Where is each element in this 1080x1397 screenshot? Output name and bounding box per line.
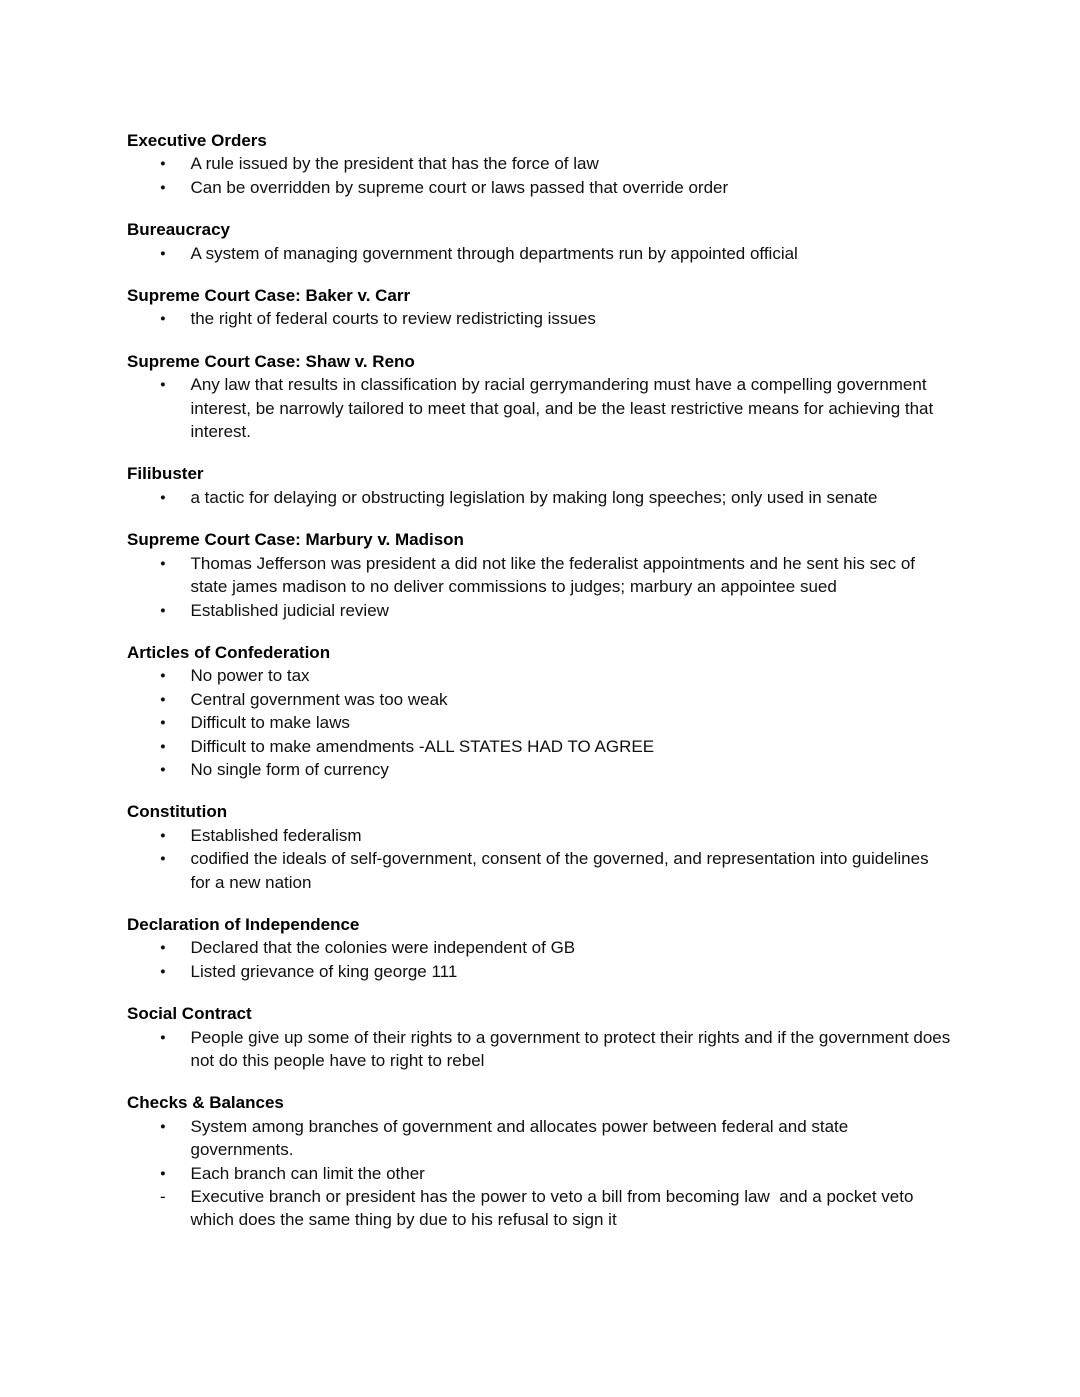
list-item <box>127 1115 953 1162</box>
list-item <box>127 936 953 959</box>
list-item <box>127 307 953 330</box>
list-item <box>127 847 953 894</box>
list-item <box>127 486 953 509</box>
bullet-icon: ● <box>160 763 166 775</box>
section-items <box>127 373 953 443</box>
list-item-text: No power to tax <box>190 666 310 686</box>
section-heading: Checks & Balances <box>127 1093 284 1113</box>
section-heading: Supreme Court Case: Shaw v. Reno <box>127 351 415 371</box>
list-item-text: Established federalism <box>190 825 362 845</box>
bullet-icon: ● <box>160 1167 166 1179</box>
section-heading: Declaration of Independence <box>127 914 360 934</box>
bullet-icon: ● <box>160 717 166 729</box>
bullet-icon: ● <box>160 965 166 977</box>
bullet-icon: ● <box>160 853 166 865</box>
section-heading: Social Contract <box>127 1004 252 1024</box>
section-heading: Executive Orders <box>127 131 267 150</box>
bullet-icon: ● <box>160 181 166 193</box>
list-item <box>127 1162 953 1185</box>
list-item-text: System among branches of government and allocates power between federal and state governments. <box>190 1116 853 1160</box>
list-item <box>127 1026 953 1073</box>
list-item <box>127 176 953 199</box>
list-item-text: Difficult to make laws <box>190 713 350 733</box>
list-item-text: Difficult to make amendments -ALL STATES HAD TO AGREE <box>190 736 655 756</box>
bullet-icon: ● <box>160 557 166 569</box>
section-items <box>127 307 953 330</box>
note-section <box>127 218 953 265</box>
list-item-text: A system of managing government through departments run by appointed official <box>190 243 798 263</box>
list-item-text: A rule issued by the president that has the force of law <box>190 154 599 174</box>
note-section <box>127 462 953 509</box>
list-item <box>127 824 953 847</box>
bullet-icon: ● <box>160 491 166 503</box>
list-item-text: the right of federal courts to review redistricting issues <box>190 309 596 329</box>
bullet-icon: ● <box>160 604 166 616</box>
notes-content <box>127 129 953 1232</box>
list-item <box>127 711 953 734</box>
list-item-text: Declared that the colonies were independent of GB <box>190 938 576 958</box>
note-section <box>127 913 953 983</box>
note-section <box>127 129 953 199</box>
list-item <box>127 152 953 175</box>
bullet-icon: ● <box>160 829 166 841</box>
bullet-icon: ● <box>160 158 166 170</box>
list-item-text: codified the ideals of self-government, consent of the governed, and representation into guidelines for a new nation <box>190 849 934 892</box>
section-items <box>127 824 953 894</box>
section-heading: Filibuster <box>127 464 204 484</box>
list-item-text: No single form of currency <box>190 759 389 779</box>
list-item <box>127 599 953 622</box>
list-item <box>127 758 953 781</box>
list-item-text: Listed grievance of king george 111 <box>190 961 458 981</box>
list-item-text: Each branch can limit the other <box>190 1163 425 1183</box>
bullet-icon: ● <box>160 670 166 682</box>
section-items <box>127 1026 953 1073</box>
section-heading: Supreme Court Case: Baker v. Carr <box>127 286 411 306</box>
list-item <box>127 552 953 599</box>
bullet-icon: ● <box>160 1031 166 1043</box>
list-item <box>127 242 953 265</box>
bullet-icon: ● <box>160 379 166 391</box>
section-heading: Constitution <box>127 802 228 822</box>
list-item <box>127 373 953 443</box>
list-item <box>127 960 953 983</box>
list-item-text: Any law that results in classification by racial gerrymandering must have a compelling government interest, be narrowly tailored to meet that goal, and be the least restrictive means for achieving that interest. <box>190 375 938 442</box>
section-heading: Bureaucracy <box>127 220 231 240</box>
section-items <box>127 664 953 781</box>
bullet-icon: ● <box>160 247 166 259</box>
bullet-icon: ● <box>160 740 166 752</box>
note-section <box>127 641 953 781</box>
section-items <box>127 152 953 199</box>
section-items <box>127 1115 953 1232</box>
note-section <box>127 1002 953 1072</box>
note-section <box>127 800 953 894</box>
section-items <box>127 486 953 509</box>
bullet-icon: ● <box>160 313 166 325</box>
section-items <box>127 936 953 983</box>
list-item-text: Thomas Jefferson was president a did not like the federalist appointments and he sent his sec of state james madison to no deliver commissions to judges; marbury an appointee sued <box>190 553 920 597</box>
dash-icon: - <box>160 1187 166 1207</box>
list-item-text: Executive branch or president has the power to veto a bill from becoming law and a pocket veto which does the same thing by due to his refusal to sign it <box>190 1187 919 1230</box>
section-items <box>127 242 953 265</box>
bullet-icon: ● <box>160 693 166 705</box>
section-heading: Supreme Court Case: Marbury v. Madison <box>127 530 464 550</box>
list-item-text: Established judicial review <box>190 600 389 620</box>
list-item-text: a tactic for delaying or obstructing legislation by making long speeches; only used in senate <box>190 487 878 507</box>
list-item-text: People give up some of their rights to a government to protect their rights and if the government does not do this people have to right to rebel <box>190 1027 955 1070</box>
bullet-icon: ● <box>160 942 166 954</box>
note-section <box>127 350 953 444</box>
note-section <box>127 1091 953 1231</box>
section-heading: Articles of Confederation <box>127 642 331 662</box>
note-section <box>127 528 953 622</box>
list-item <box>127 735 953 758</box>
list-item-text: Can be overridden by supreme court or laws passed that override order <box>190 177 729 197</box>
list-item <box>127 1185 953 1232</box>
list-item-text: Central government was too weak <box>190 689 448 709</box>
bullet-icon: ● <box>160 1120 166 1132</box>
list-item <box>127 688 953 711</box>
list-item <box>127 664 953 687</box>
section-items <box>127 552 953 622</box>
note-section <box>127 284 953 331</box>
